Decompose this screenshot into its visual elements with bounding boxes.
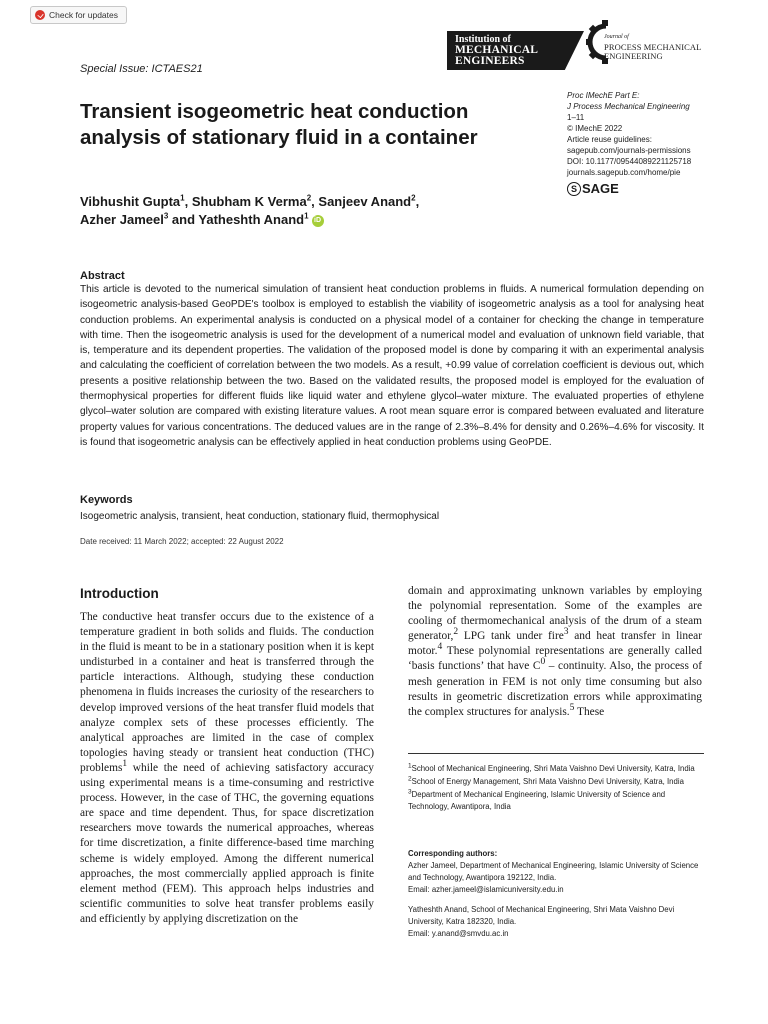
corresponding-heading: Corresponding authors: xyxy=(408,849,498,858)
sage-s-icon: S xyxy=(567,182,581,196)
author-affiliation-mark: 2 xyxy=(306,193,312,203)
check-updates-label: Check for updates xyxy=(49,10,118,20)
citation-ref[interactable]: 1 xyxy=(122,759,128,770)
publisher-line-3: ENGINEERS xyxy=(455,55,525,67)
publisher-line-2: MECHANICAL xyxy=(455,44,539,56)
check-updates-icon xyxy=(35,10,45,20)
footnote-divider xyxy=(408,753,704,754)
orcid-icon[interactable]: iD xyxy=(312,215,324,227)
continuity-superscript: 0 xyxy=(540,657,546,668)
author-list: Vibhushit Gupta$^1$, Shubham K Verma$^2$, Sanjeev Anand$^2$, Azher Jameel$^3$ and Yatheshth Anand$^1$ iD xyxy=(80,193,420,227)
author-affiliation-mark: 1 xyxy=(180,193,185,203)
corresponding-email-2[interactable]: Email: y.anand@smvdu.ac.in xyxy=(408,929,509,938)
doi-link[interactable]: DOI: 10.1177/09544089221125718 xyxy=(567,157,692,166)
date-received: Date received: 11 March 2022; accepted: 22 August 2022 xyxy=(80,537,284,546)
affiliation-item: $^2$School of Energy Management, Shri Mata Vaishno Devi University, Katra, India xyxy=(408,775,684,786)
journal-logo-line-3: ENGINEERING xyxy=(604,51,663,61)
keywords-text: Isogeometric analysis, transient, heat conduction, stationary fluid, thermophysical xyxy=(80,511,440,522)
author-name: Azher Jameel xyxy=(80,212,164,227)
citation-ref[interactable]: 3 xyxy=(563,627,569,638)
journal-logo xyxy=(586,20,756,72)
abstract-text: This article is devoted to the numerical simulation of transient heat conduction problems in fluids. A numerical formulation depending on isogeometric analysis-based GeoPDE's toolbox is employed to establish the viability of isogeometric analysis as a tool for analysing heat conduction problems. An experimental analysis is conducted on a physical model of a container for checking the change in temperature with time. Then the isogeometric analysis is used for the development of a numerical model and evaluation of unknown field variable, that is, temperature and its dependent properties. The validation of the proposed model is done by comparing it with an experimental analysis and calculating the coefficient of correlation between the two models. As a result, +0.99 value of correlation coefficient is devious out, which presents a positive relationship between the two. Based on the validated results, the proposed model is employed for the evaluation of thermophysical properties for different fluids like liquid water and ethylene glycol–water mixture. The evaluated properties of ethylene glycol–water solution are compared with existing literature values. A root mean square error is compared between evaluated and literature property values for various concentrations. The deduced values are in the range of 2.3%–8.4% for density and 0.26%–4.6% for viscosity. It is found that isogeometric analysis can be effectively applied in heat conduction problems using GeoPDE. xyxy=(80,284,704,448)
introduction-heading: Introduction xyxy=(80,586,159,601)
introduction-column-1: The conductive heat transfer occurs due to the existence of a temperature gradient in both solids and fluids. The conduction in the fluid is meant to be in a stationary position when it is kept undisturbed in a container and heat is transferred through the particle interactions. Although, studying these conduction phenomena in fluids increases the curiosity of the researchers to develop improved versions of the heat transfer fluid models that analyze complex sets of these processes efficiently. The analytical approaches are limited in the case of complex topologies having steady or transient heat conduction (THC) problems$^1$ while the need of achieving satisfactory accuracy using experimental means is a time-consuming and restrictive process. However, in the case of THC, the governing equations are space and time dependent. Thus, for space discretization researchers move towards the numerical approaches, whereas for time discretization, a finite difference-based time marching scheme is widely employed. Among the different numerical approaches, the most commercially applied approach is finite element method (FEM). This approach helps industries and scientific communities to solve heat transfer problems easily and efficiently by applying discretization on the xyxy=(80,611,374,925)
citation-ref[interactable]: 5 xyxy=(569,702,575,713)
corresponding-authors xyxy=(408,848,704,940)
author-name: Sanjeev Anand xyxy=(318,194,412,209)
author-affiliation-mark: 1 xyxy=(304,211,309,221)
article-title: Transient isogeometric heat conduction analysis of stationary fluid in a container xyxy=(80,100,478,149)
corresponding-email-1[interactable]: Email: azher.jameel@islamicuniversity.edu.in xyxy=(408,885,564,894)
corresponding-author-1: Azher Jameel, Department of Mechanical Engineering, Islamic University of Science and Technology, Awantipora 192122, India. xyxy=(408,861,699,882)
affiliation-item: $^1$School of Mechanical Engineering, Shri Mata Vaishno Devi University, Katra, India xyxy=(408,762,695,773)
introduction-column-2: domain and approximating unknown variables by employing the polynomial representation. Some of the examples are cooling of thermomechanical analysis of the drum of a steam generator,$^2$ LPG tank under fire$^3$ and heat transfer in linear motor.$^4$ These polynomial representations are generally called ‘basis functions’ that have $C^0$ – continuity. Also, the process of mesh generation in FEM is not only time consuming but also results in geometric discretization errors while approximating the complex structures for analysis.$^5$ These xyxy=(408,585,702,718)
citation-ref[interactable]: 2 xyxy=(453,627,459,638)
abstract-heading: Abstract xyxy=(80,270,125,282)
permissions-link[interactable]: sagepub.com/journals-permissions xyxy=(567,146,691,155)
publisher-logo xyxy=(447,31,584,70)
sage-logo xyxy=(567,181,619,196)
journal-logo-line-2: PROCESS MECHANICAL xyxy=(604,42,702,52)
journal-info-proc: Proc IMechE Part E: xyxy=(567,91,640,100)
journal-info-pages: 1–11 xyxy=(567,113,585,122)
journal-logo-line-1: Journal of xyxy=(604,34,629,40)
author-affiliation-mark: 2 xyxy=(411,193,416,203)
sage-label: SAGE xyxy=(582,181,619,196)
journal-info-copyright: © IMechE 2022 xyxy=(567,124,623,133)
author-name: Vibhushit Gupta xyxy=(80,194,181,209)
journal-info-reuse: Article reuse guidelines: xyxy=(567,135,652,144)
journal-home-link[interactable]: journals.sagepub.com/home/pie xyxy=(567,168,681,177)
affiliations xyxy=(408,763,704,814)
journal-info xyxy=(567,90,757,178)
author-name: Yatheshth Anand xyxy=(198,212,305,227)
journal-info-journal: J Process Mechanical Engineering xyxy=(567,102,690,111)
author-name: Shubham K Verma xyxy=(191,194,307,209)
affiliation-item: $^3$Department of Mechanical Engineering, Islamic University of Science and Technology, Awantipora, India xyxy=(408,788,666,811)
check-for-updates-button[interactable] xyxy=(30,6,127,24)
citation-ref[interactable]: 4 xyxy=(437,642,443,653)
special-issue-label: Special Issue: ICTAES21 xyxy=(80,63,203,75)
corresponding-author-2: Yatheshth Anand, School of Mechanical Engineering, Shri Mata Vaishno Devi University, Katra 182320, India. xyxy=(408,905,675,926)
author-affiliation-mark: 3 xyxy=(163,211,169,221)
publisher-line-1: Institution of xyxy=(455,34,511,45)
keywords-heading: Keywords xyxy=(80,494,133,506)
